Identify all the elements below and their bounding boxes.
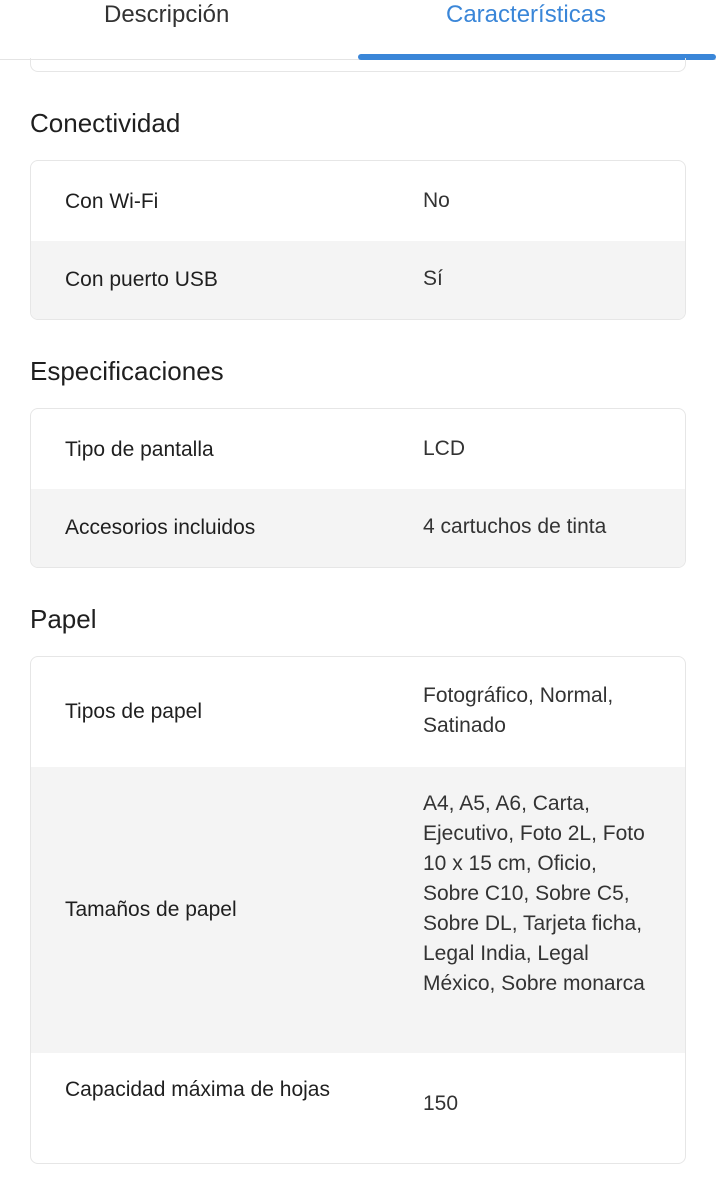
section-title-especificaciones: Especificaciones [30,356,224,386]
spec-row [31,657,685,767]
spec-value: Fotográfico, Normal, Satinado [423,684,614,737]
spec-card-especificaciones [30,408,686,568]
spec-value: 4 cartuchos de tinta [423,515,607,538]
spec-card-papel [30,656,686,1164]
spec-row [31,489,685,568]
spec-value: LCD [423,437,466,460]
spec-key: Tamaños de papel [65,898,237,921]
spec-row [31,241,685,320]
tab-description-label: Descripción [104,1,230,28]
spec-value: 150 [423,1092,459,1115]
previous-card-edge [30,58,686,72]
spec-key: Capacidad máxima de hojas [65,1078,330,1101]
spec-card-conectividad [30,160,686,320]
tab-features[interactable] [358,0,716,60]
spec-value: Sí [423,267,443,290]
tab-bar [0,0,716,60]
tab-features-label: Características [446,1,607,28]
spec-key: Tipos de papel [65,700,202,723]
spec-row [31,409,685,489]
spec-row [31,161,685,241]
spec-key: Con Wi-Fi [65,190,159,213]
spec-row [31,1053,685,1164]
spec-value: A4, A5, A6, Carta, Ejecutivo, Foto 2L, Foto 10 x 15 cm, Oficio, Sobre C10, Sobre C5, Sobre DL, Tarjeta ficha, Legal India, Legal México, Sobre monarca [423,792,645,995]
tab-description[interactable] [0,0,358,60]
spec-row [31,767,685,1053]
spec-value: No [423,189,450,212]
spec-key: Con puerto USB [65,268,218,291]
spec-key: Tipo de pantalla [65,438,214,461]
spec-key: Accesorios incluidos [65,516,256,539]
section-title-papel: Papel [30,604,97,634]
section-title-conectividad: Conectividad [30,108,181,138]
